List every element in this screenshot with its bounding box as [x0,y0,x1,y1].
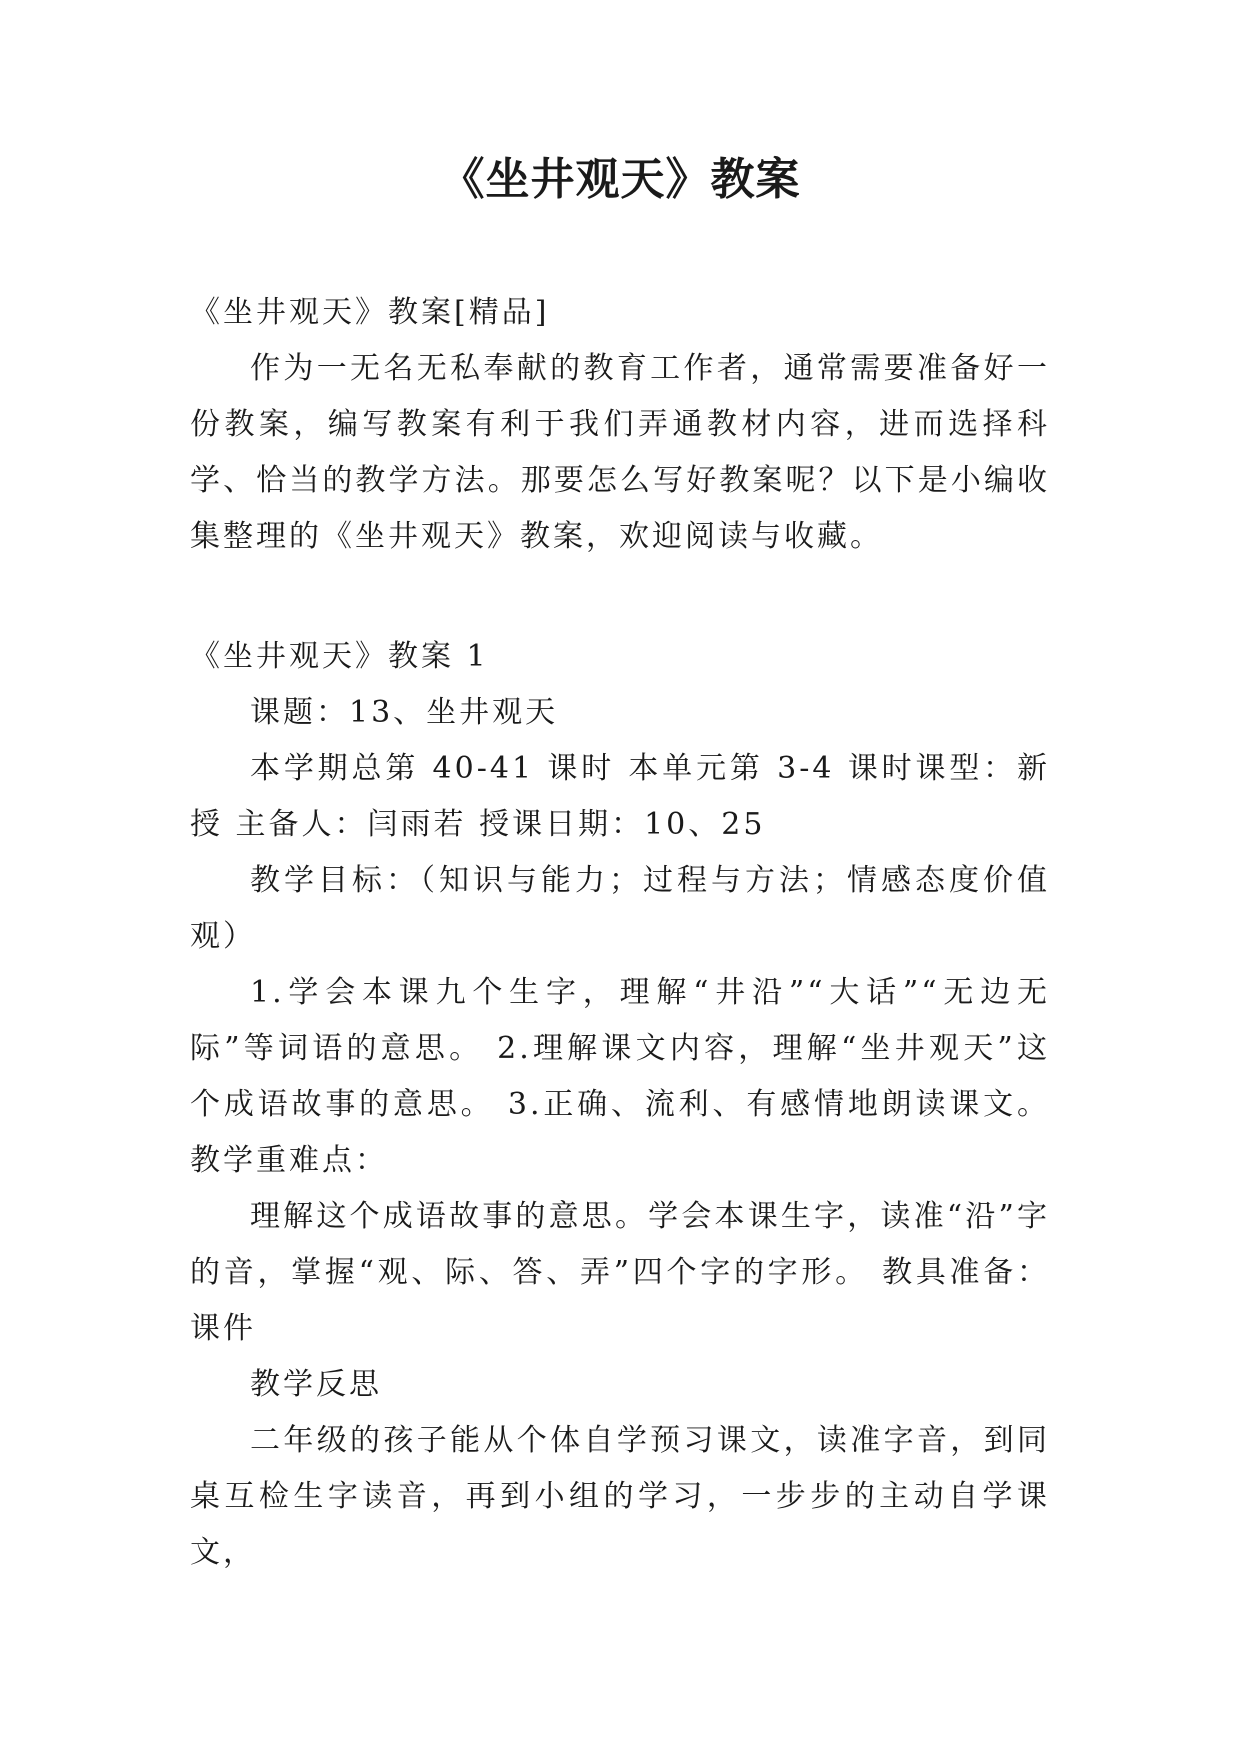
intro-paragraph: 作为一无名无私奉献的教育工作者，通常需要准备好一份教案，编写教案有利于我们弄通教材内容，进而选择科学、恰当的教学方法。那要怎么写好教案呢？以下是小编收集整理的《坐井观天》教案，欢迎阅读与收藏。 [190,351,1050,554]
key-points-paragraph: 理解这个成语故事的意思。学会本课生字，读准“沿”字的音，掌握“观、际、答、弄”四个字的字形。 教具准备：课件 [190,1199,1050,1346]
lesson-schedule: 本学期总第 40-41 课时 本单元第 3-4 课时课型：新授 主备人：闫雨若 授课日期：10、25 [190,751,1050,842]
teaching-goals-heading: 教学目标：（知识与能力；过程与方法；情感态度价值观） [190,863,1050,954]
section-spacer [190,565,1050,629]
reflection-paragraph: 二年级的孩子能从个体自学预习课文，读准字音，到同桌互检生字读音，再到小组的学习，一步步的主动自学课文， [190,1423,1050,1570]
section-heading: 《坐井观天》教案 1 [190,639,489,674]
subtitle-paragraph: 《坐井观天》教案[精品] [190,295,550,330]
document-title: 《坐井观天》教案 [440,154,801,205]
lesson-topic: 课题：13、坐井观天 [250,695,559,730]
teaching-goals-list: 1.学会本课九个生字，理解“井沿”“大话”“无边无际”等词语的意思。 2.理解课文内容，理解“坐井观天”这个成语故事的意思。 3.正确、流利、有感情地朗读课文。 教学重难点： [190,975,1050,1178]
document-body [190,285,1050,1581]
reflection-heading: 教学反思 [250,1367,382,1402]
